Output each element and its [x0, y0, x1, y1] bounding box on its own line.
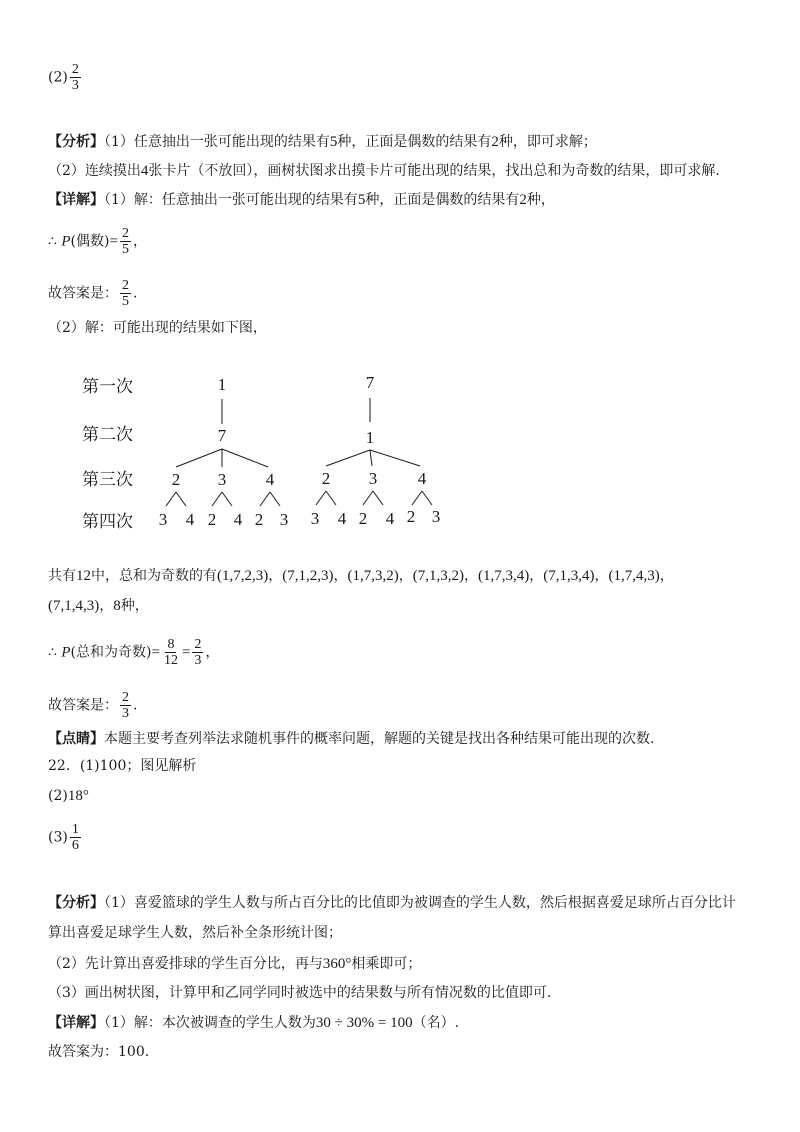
level-label: 第四次 — [82, 512, 133, 532]
tree-edge — [260, 492, 270, 506]
q21-comment: 【点睛】本题主要考查列举法求随机事件的概率问题，解题的关键是找出各种结果可能出现的次数. — [48, 731, 655, 747]
tree-node: 3 — [158, 510, 168, 529]
tree-node: 2 — [321, 469, 331, 488]
tree-node: 3 — [431, 507, 441, 526]
result-tuple: (7,1,2,3) — [282, 568, 334, 584]
tree-node: 7 — [217, 426, 227, 445]
detail-tag: 【详解】 — [48, 192, 104, 208]
tree-node: 2 — [171, 470, 181, 489]
result-tuple: (1,7,2,3) — [217, 568, 269, 584]
q22-analysis-line1: 【分析】（1）喜爱篮球的学生人数与所占百分比的比值即为被调查的学生人数，然后根据喜爱足球所占百分比计 — [48, 895, 736, 911]
fraction: $\frac{8}{12}$ — [163, 637, 178, 668]
fraction: $\frac{2}{5}$ — [121, 226, 129, 257]
tree-edge — [363, 491, 373, 505]
result-tuple: (1,7,3,4) — [478, 568, 530, 584]
tree-node: 3 — [368, 469, 378, 488]
tree-edge — [270, 492, 280, 506]
q22-answer3: (3) $\frac{1}{6}$ — [48, 822, 79, 853]
tree-node: 1 — [365, 428, 375, 447]
tree-node: 3 — [310, 509, 320, 528]
tree-edge — [166, 492, 176, 506]
q22-answer2: (2)18° — [48, 788, 89, 804]
tree-edge — [212, 492, 222, 506]
q21-part2-intro: （2）解：可能出现的结果如下图， — [48, 320, 267, 336]
comment-tag: 【点睛】 — [48, 731, 104, 747]
analysis-tag: 【分析】 — [48, 134, 104, 150]
tree-node: 4 — [417, 469, 427, 488]
tree-edge — [422, 491, 432, 505]
result-tuple: (7,1,4,3) — [48, 598, 100, 614]
level-label: 第三次 — [82, 470, 133, 490]
q22-header: 22．(1)100；图见解析 — [48, 758, 197, 774]
q22-analysis-line4: （3）画出树状图，计算甲和乙同学同时被选中的结果数与所有情况数的比值即可. — [48, 985, 552, 1001]
level-label: 第一次 — [82, 377, 133, 397]
tree-node: 2 — [406, 507, 416, 526]
fraction: $\frac{2}{5}$ — [122, 278, 129, 309]
q21-p-odd: ∴ P(总和为奇数)= $\frac{8}{12}$ = $\frac{2}{3}$ ， — [48, 637, 220, 668]
q21-count-line: 共有12中，总和为奇数的有(1,7,2,3)，(7,1,2,3)，(1,7,3,2)，(7,1,3,2)，(1,7,3,4)，(7,1,3,4)，(1,7,4,3)， — [48, 568, 674, 584]
q21-analysis-line2: （2）连续摸出4张卡片（不放回），画树状图求出摸卡片可能出现的结果，找出总和为奇数的结果，即可求解. — [48, 163, 720, 179]
tree-edge — [412, 491, 422, 505]
tree-node: 3 — [217, 470, 227, 489]
tree-edge — [370, 450, 372, 466]
fraction: $\frac{2}{3}$ — [122, 690, 129, 721]
tree-node: 4 — [337, 509, 347, 528]
result-tuple: (7,1,3,2) — [412, 568, 464, 584]
tree-edge — [326, 450, 370, 466]
analysis-tag: 【分析】 — [48, 895, 104, 911]
tree-node: 1 — [217, 375, 227, 394]
tree-edge — [176, 449, 222, 467]
tree-edge — [222, 492, 232, 506]
tree-node: 2 — [254, 510, 264, 529]
tree-node: 4 — [233, 510, 243, 529]
detail-tag: 【详解】 — [48, 1015, 104, 1031]
result-tuple: (1,7,3,2) — [347, 568, 399, 584]
tree-edge — [373, 491, 383, 505]
answer-prefix: (2) — [48, 69, 68, 86]
level-label: 第二次 — [82, 425, 133, 445]
q21-detail-line1: 【详解】（1）解：任意抽出一张可能出现的结果有5种，正面是偶数的结果有2种， — [48, 192, 555, 208]
tree-node: 2 — [207, 510, 217, 529]
tree-edge — [222, 449, 268, 467]
tree-diagram — [0, 0, 800, 540]
fraction: $\frac{1}{6}$ — [71, 822, 79, 853]
q21-answer2: 故答案是： $\frac{2}{3}$ . — [48, 690, 138, 721]
tree-node: 4 — [385, 509, 395, 528]
fraction: $\frac{2}{3}$ — [71, 62, 79, 93]
tree-edge — [370, 450, 420, 466]
tree-edge — [326, 491, 336, 505]
tree-node: 2 — [358, 509, 368, 528]
q22-analysis-line3: （2）先计算出喜爱排球的学生百分比，再与360°相乘即可； — [48, 956, 422, 972]
tree-edge — [176, 492, 186, 506]
tree-edge — [316, 491, 326, 505]
tree-node: 4 — [265, 470, 275, 489]
q21-p-even: ∴ P(偶数)= $\frac{2}{5}$ ， — [48, 226, 147, 257]
q22-final: 故答案为：100. — [48, 1044, 150, 1060]
q21-analysis-line1: 【分析】（1）任意抽出一张可能出现的结果有5种，正面是偶数的结果有2种，即可求解； — [48, 134, 597, 150]
q22-analysis-line2: 算出喜爱足球学生人数，然后补全条形统计图； — [48, 925, 342, 941]
tree-node: 3 — [279, 510, 289, 529]
q21-count-line2: (7,1,4,3)，8种， — [48, 598, 149, 614]
fraction: $\frac{2}{3}$ — [194, 637, 202, 668]
result-tuple: (7,1,3,4) — [543, 568, 595, 584]
tree-node: 7 — [365, 373, 375, 392]
tree-node: 4 — [185, 510, 195, 529]
q22-detail: 【详解】（1）解：本次被调查的学生人数为30 ÷ 30% = 100（名）. — [48, 1015, 460, 1031]
q21-answer1: 故答案是： $\frac{2}{5}$ . — [48, 278, 138, 309]
result-tuple: (1,7,4,3) — [608, 568, 660, 584]
